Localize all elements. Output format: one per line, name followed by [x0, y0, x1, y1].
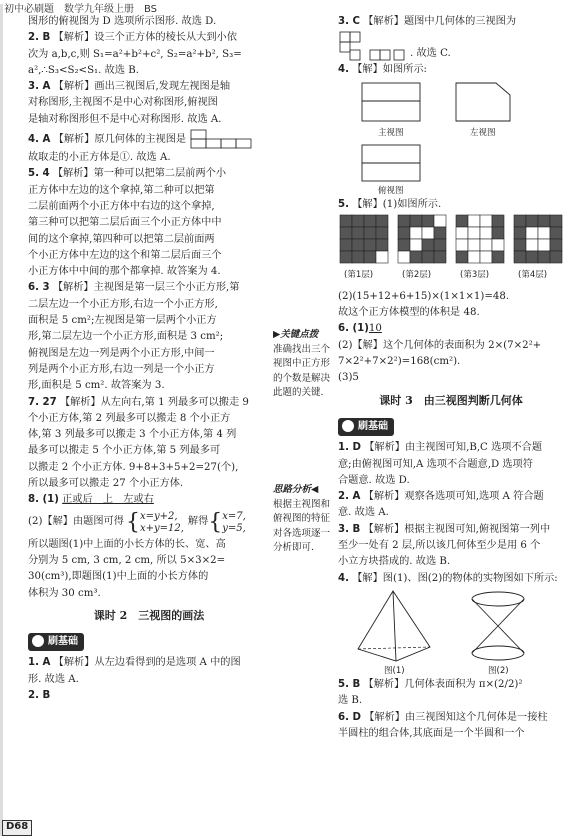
question-number: 2. A [338, 491, 361, 503]
question-number: 2. B [28, 32, 51, 44]
answer-text: 7×2²+7×2²)=168(cm²). [338, 356, 461, 368]
badge-label: 刷基础 [48, 636, 78, 648]
grid-cell [456, 239, 468, 251]
answer-text: 【解析】第一种可以把第二层前两个小 [52, 168, 227, 180]
section-badge [338, 418, 394, 436]
layer-label: (第1层) [344, 269, 374, 280]
answer-3c [338, 14, 564, 30]
answer-text: 【解】(1)如图所示. [352, 198, 442, 210]
note-text: 分析即可. [273, 542, 315, 553]
equations [140, 511, 184, 535]
layer-label: (第3层) [460, 269, 490, 280]
grid-cell [538, 239, 550, 251]
answer-text: 间的这个拿掉,第四种可以把第二层前面两 [28, 233, 215, 245]
question-number: 1. D [338, 442, 361, 454]
question-number: 8. (1) [28, 494, 59, 506]
grid-cell [340, 215, 352, 227]
answer-text: (2)(15+12+6+15)×(1×1×1)=48. [338, 290, 510, 302]
answer-5 [28, 166, 270, 182]
answer-text: 正或后 上 左或右 [62, 494, 154, 506]
note-heading: 思路分析◀ [273, 484, 319, 495]
note-text: 视图中正方形 [273, 358, 331, 369]
answer-4 [28, 128, 270, 150]
answer-text: 最多可以搬走 5 个小正方体,第 5 列最多可 [28, 445, 221, 457]
answer-text: 俯视图是左边一列是两个小正方形,中间一 [28, 347, 215, 359]
answer-text: 意. 故选 A. [338, 507, 389, 519]
grid-cell [352, 239, 364, 251]
answer-text: 【解析】几何体表面积为 π×(2/2)² [363, 678, 523, 690]
answer-text: 故取走的小正方体是①. 故选 A. [28, 152, 171, 164]
idea-analysis-note [273, 483, 331, 556]
three-views-figure [338, 30, 410, 62]
answer-text: 意;由俯视图可知,A 选项不合题意,D 选项符 [338, 458, 533, 470]
answer-text: 故这个正方体模型的体积是 48. [338, 307, 480, 319]
page-number: D68 [2, 820, 32, 836]
grid-cell [422, 251, 434, 263]
left-brace: { [208, 509, 223, 535]
front-view-label: 主视图 [378, 127, 404, 138]
answer-text: 10 [368, 323, 382, 335]
grid-cell [376, 215, 388, 227]
question-number: 4. A [28, 134, 51, 146]
answer-rb2 [338, 489, 564, 505]
grid-cell [480, 227, 492, 239]
answer-rb4 [338, 571, 564, 587]
grid-cell [434, 215, 446, 227]
layer-label: (第4层) [518, 269, 548, 280]
grid-cell [468, 239, 480, 251]
grid-cell [514, 251, 526, 263]
grid-cell [514, 227, 526, 239]
lesson-heading: 课时 2 三视图的画法 [93, 608, 205, 622]
page-edge-strip [0, 4, 3, 836]
answer-text: 【解析】由主视图可知,B,C 选项不合题 [364, 442, 543, 454]
grid-cell [550, 215, 562, 227]
grid-cell [492, 239, 504, 251]
grid-cell [340, 251, 352, 263]
grid-cell [538, 251, 550, 263]
system-of-equations [28, 509, 270, 537]
note-text: 对各选项逐一 [273, 527, 331, 539]
grid-cell [422, 239, 434, 251]
answer-text: 对称图形,主视图不是中心对称图形,俯视图 [28, 97, 218, 109]
grid-cell [468, 227, 480, 239]
question-number: 5. B [338, 678, 361, 690]
grid-cell [410, 227, 422, 239]
question-number: 7. 27 [28, 396, 57, 408]
grid-cell [434, 239, 446, 251]
grid-cell [376, 227, 388, 239]
answer-rb6 [338, 710, 564, 726]
answer-6 [28, 280, 270, 296]
answer-5r [338, 197, 564, 213]
question-number: 6. D [338, 711, 361, 723]
solid-figures [338, 587, 558, 677]
grid-cell [352, 227, 364, 239]
grid-cell [492, 251, 504, 263]
grid-cell [456, 227, 468, 239]
answer-text: 二层左边一个小正方形,右边一个小正方形, [28, 298, 218, 310]
answer-text: 所以最多可以搬走 27 个小正方体. [28, 478, 184, 490]
answer-rb5 [338, 677, 564, 693]
grid-cell [492, 215, 504, 227]
grid-cell [422, 227, 434, 239]
grid-cell [352, 251, 364, 263]
answer-text: 【解析】主视图是第一层三个小正方形,第 [52, 282, 240, 294]
top-view-label: 俯视图 [378, 185, 404, 196]
equation: x+y=12, [139, 522, 184, 534]
pencil-icon [342, 420, 354, 432]
answer-text: 面积是 5 cm²;左视图是第一层两个小正方 [28, 315, 217, 327]
grid-cell [340, 227, 352, 239]
grid-cell [456, 251, 468, 263]
three-views-row [338, 30, 564, 62]
grid-cell [398, 227, 410, 239]
question-number: 3. C [338, 16, 360, 27]
grid-cell [410, 239, 422, 251]
grid-cell [364, 215, 376, 227]
pencil-icon [32, 635, 44, 647]
grid-cell [364, 239, 376, 251]
answer-text: 形,面积是 5 cm². 故答案为 3. [28, 380, 165, 392]
answer-text: 【解析】原几何体的主视图是 [53, 134, 187, 146]
note-text: 此题的关键. [273, 387, 324, 398]
answer-text: 【解析】从左向右,第 1 列最多可以搬走 9 [59, 396, 249, 408]
front-view-figure [189, 128, 257, 150]
question-number: 3. A [28, 81, 51, 93]
answer-rb1 [338, 440, 564, 456]
answer-b2 [28, 688, 270, 704]
answer-text: 【解】如图所示: [352, 64, 427, 76]
answer-text: 30(cm³),即题图(1)中上面的小长方体的 [28, 571, 209, 583]
answer-text: 个小正方体,第 2 列最多可以搬走 8 个小正方 [28, 412, 231, 424]
answer-text: 列是两个小正方形,右边一列是一个小正方 [28, 363, 215, 375]
equation: y=5, [222, 522, 246, 534]
grid-cell [434, 251, 446, 263]
note-text: 俯视图的特征 [273, 513, 331, 524]
note-text: 根据主视图和 [273, 498, 331, 510]
answer-rb3 [338, 522, 564, 538]
grid-cell [526, 251, 538, 263]
answer-6r [338, 321, 564, 337]
answer-text: 形. 故选 A. [28, 673, 79, 685]
question-number: 5. 4 [28, 168, 50, 180]
answer-text: 小正方体中中间的那个都拿掉. 故答案为 4. [28, 266, 221, 278]
answer-text: 正方体中左边的这个拿掉,第二种可以把第 [28, 184, 215, 196]
answer-text: 【解】图(1)、图(2)的物体的实物图如下所示: [352, 572, 558, 584]
question-number: 3. B [338, 523, 361, 535]
grid-cell [468, 215, 480, 227]
grid-cell [492, 227, 504, 239]
answer-text: 解得 [187, 516, 209, 528]
answer-8 [28, 492, 270, 508]
figure-2-label: 图(2) [488, 665, 509, 676]
badge-label: 刷基础 [358, 420, 388, 432]
grid-cell [480, 251, 492, 263]
grid-cell [550, 251, 562, 263]
grid-cell [364, 227, 376, 239]
answer-text: 个小正方体中左边的这个和第二层后面三个 [28, 249, 222, 261]
equation: x=y+2, [139, 510, 178, 522]
answer-text: (2)【解】由题图可得 [28, 516, 124, 528]
figure-1-label: 图(1) [384, 665, 405, 676]
grid-cell [550, 227, 562, 239]
answer-4r [338, 62, 564, 78]
grid-cell [468, 251, 480, 263]
answer-3 [28, 79, 270, 95]
answer-text: 所以题图(1)中上面的小长方体的长、宽、高 [28, 538, 226, 550]
answer-text: 第三种可以把第二层后面三个小正方体中中 [28, 217, 222, 229]
left-view-label: 左视图 [470, 127, 496, 138]
answer-text: 【解析】题图中几何体的三视图为 [363, 16, 517, 27]
answer-text: 是轴对称图形但不是中心对称图形. 故选 A. [28, 113, 222, 125]
question-number: 4. [338, 572, 349, 584]
grid-cell [410, 215, 422, 227]
grid-cell [538, 215, 550, 227]
answer-text: a²,∴S₃<S₂<S₁. 故选 B. [28, 64, 139, 76]
answer-text: (2)【解】这个几何体的表面积为 2×(7×2²+ [338, 339, 542, 351]
question-number: 6. 3 [28, 282, 50, 294]
grid-cell [364, 251, 376, 263]
layer-grids [338, 213, 564, 289]
answer-text: 【解析】由三视图知这个几何体是一接柱 [364, 711, 548, 723]
grid-cell [398, 215, 410, 227]
grid-cell [526, 227, 538, 239]
grid-cell [550, 239, 562, 251]
question-number: 2. B [28, 689, 51, 701]
answer-text: 形,第二层左边一个小正方形,面积是 3 cm²; [28, 331, 224, 343]
answer-text: 【解析】根据主视图可知,俯视图第一列中 [363, 523, 551, 535]
grid-cell [480, 215, 492, 227]
key-point-note [273, 328, 331, 401]
layer-label: (第2层) [402, 269, 432, 280]
answer-text: 【解析】设三个正方体的棱长从大到小依 [53, 32, 237, 44]
answer-text: 【解析】观察各选项可知,选项 A 符合题 [363, 491, 544, 503]
grid-cell [376, 239, 388, 251]
answer-text: 体积为 30 cm³. [28, 587, 101, 599]
question-number: 1. A [28, 657, 51, 669]
answer-text: 【解析】画出三视图后,发现左视图是轴 [53, 81, 231, 93]
answer-text: 以搬走 2 个小正方体. 9+8+3+5+2=27(个), [28, 461, 239, 473]
grid-cell [538, 227, 550, 239]
grid-cell [340, 239, 352, 251]
grid-cell [526, 239, 538, 251]
note-text: 准确找出三个 [273, 343, 331, 355]
question-number: 4. [338, 64, 349, 76]
grid-cell [352, 215, 364, 227]
answer-b1 [28, 655, 270, 671]
answer-text: . 故选 C. [410, 48, 451, 59]
solutions [222, 511, 246, 535]
grid-cell [514, 215, 526, 227]
grid-cell [398, 239, 410, 251]
grid-cell [480, 239, 492, 251]
grid-cell [422, 215, 434, 227]
left-column [28, 14, 270, 704]
answer-text: (3)5 [338, 372, 359, 384]
question-number: 5. [338, 198, 349, 210]
page-header: 初中必刷题 数学九年级上册 BS [4, 4, 158, 15]
note-text: 的个数是解决 [273, 372, 331, 384]
right-column [338, 14, 564, 742]
answer-text: 分别为 5 cm, 3 cm, 2 cm, 所以 5×3×2= [28, 554, 226, 566]
grid-cell [434, 227, 446, 239]
answer-text: 至少一处有 2 层,所以该几何体至少是用 6 个 [338, 540, 541, 552]
answer-text: 小立方块搭成的. 故选 B. [338, 556, 451, 568]
grid-cell [376, 251, 388, 263]
answer-2 [28, 30, 270, 46]
note-heading: ▶关键点拨 [273, 329, 319, 340]
section-badge [28, 633, 84, 651]
grid-cell [514, 239, 526, 251]
three-views-drawing [338, 79, 558, 197]
answer-text: 选 B. [338, 695, 363, 707]
grid-cell [526, 215, 538, 227]
left-brace: { [125, 509, 140, 535]
answer-text: 体,第 3 列最多可以搬走 3 个小正方体,第 4 列 [28, 429, 237, 441]
answer-text: 合题意. 故选 D. [338, 474, 410, 486]
answer-text: 【解析】从左边看得到的是选项 A 中的图 [53, 657, 241, 669]
answer-text: 次为 a,b,c,则 S₁=a²+b²+c², S₂=a²+b², S₃= [28, 48, 242, 60]
grid-cell [398, 251, 410, 263]
answer-line: 图形的俯视图为 D 选项所示图形. 故选 D. [28, 16, 217, 27]
question-number: 6. (1) [338, 323, 369, 335]
answer-7 [28, 395, 270, 411]
grid-cell [456, 215, 468, 227]
answer-text: 半圆柱的组合体,其底面是一个半圆和一个 [338, 727, 525, 739]
lesson-heading: 课时 3 由三视图判断几何体 [379, 393, 523, 407]
grid-cell [410, 251, 422, 263]
answer-text: 二层前面两个小正方体中右边的这个拿掉, [28, 200, 215, 212]
equation: x=7, [222, 510, 246, 522]
